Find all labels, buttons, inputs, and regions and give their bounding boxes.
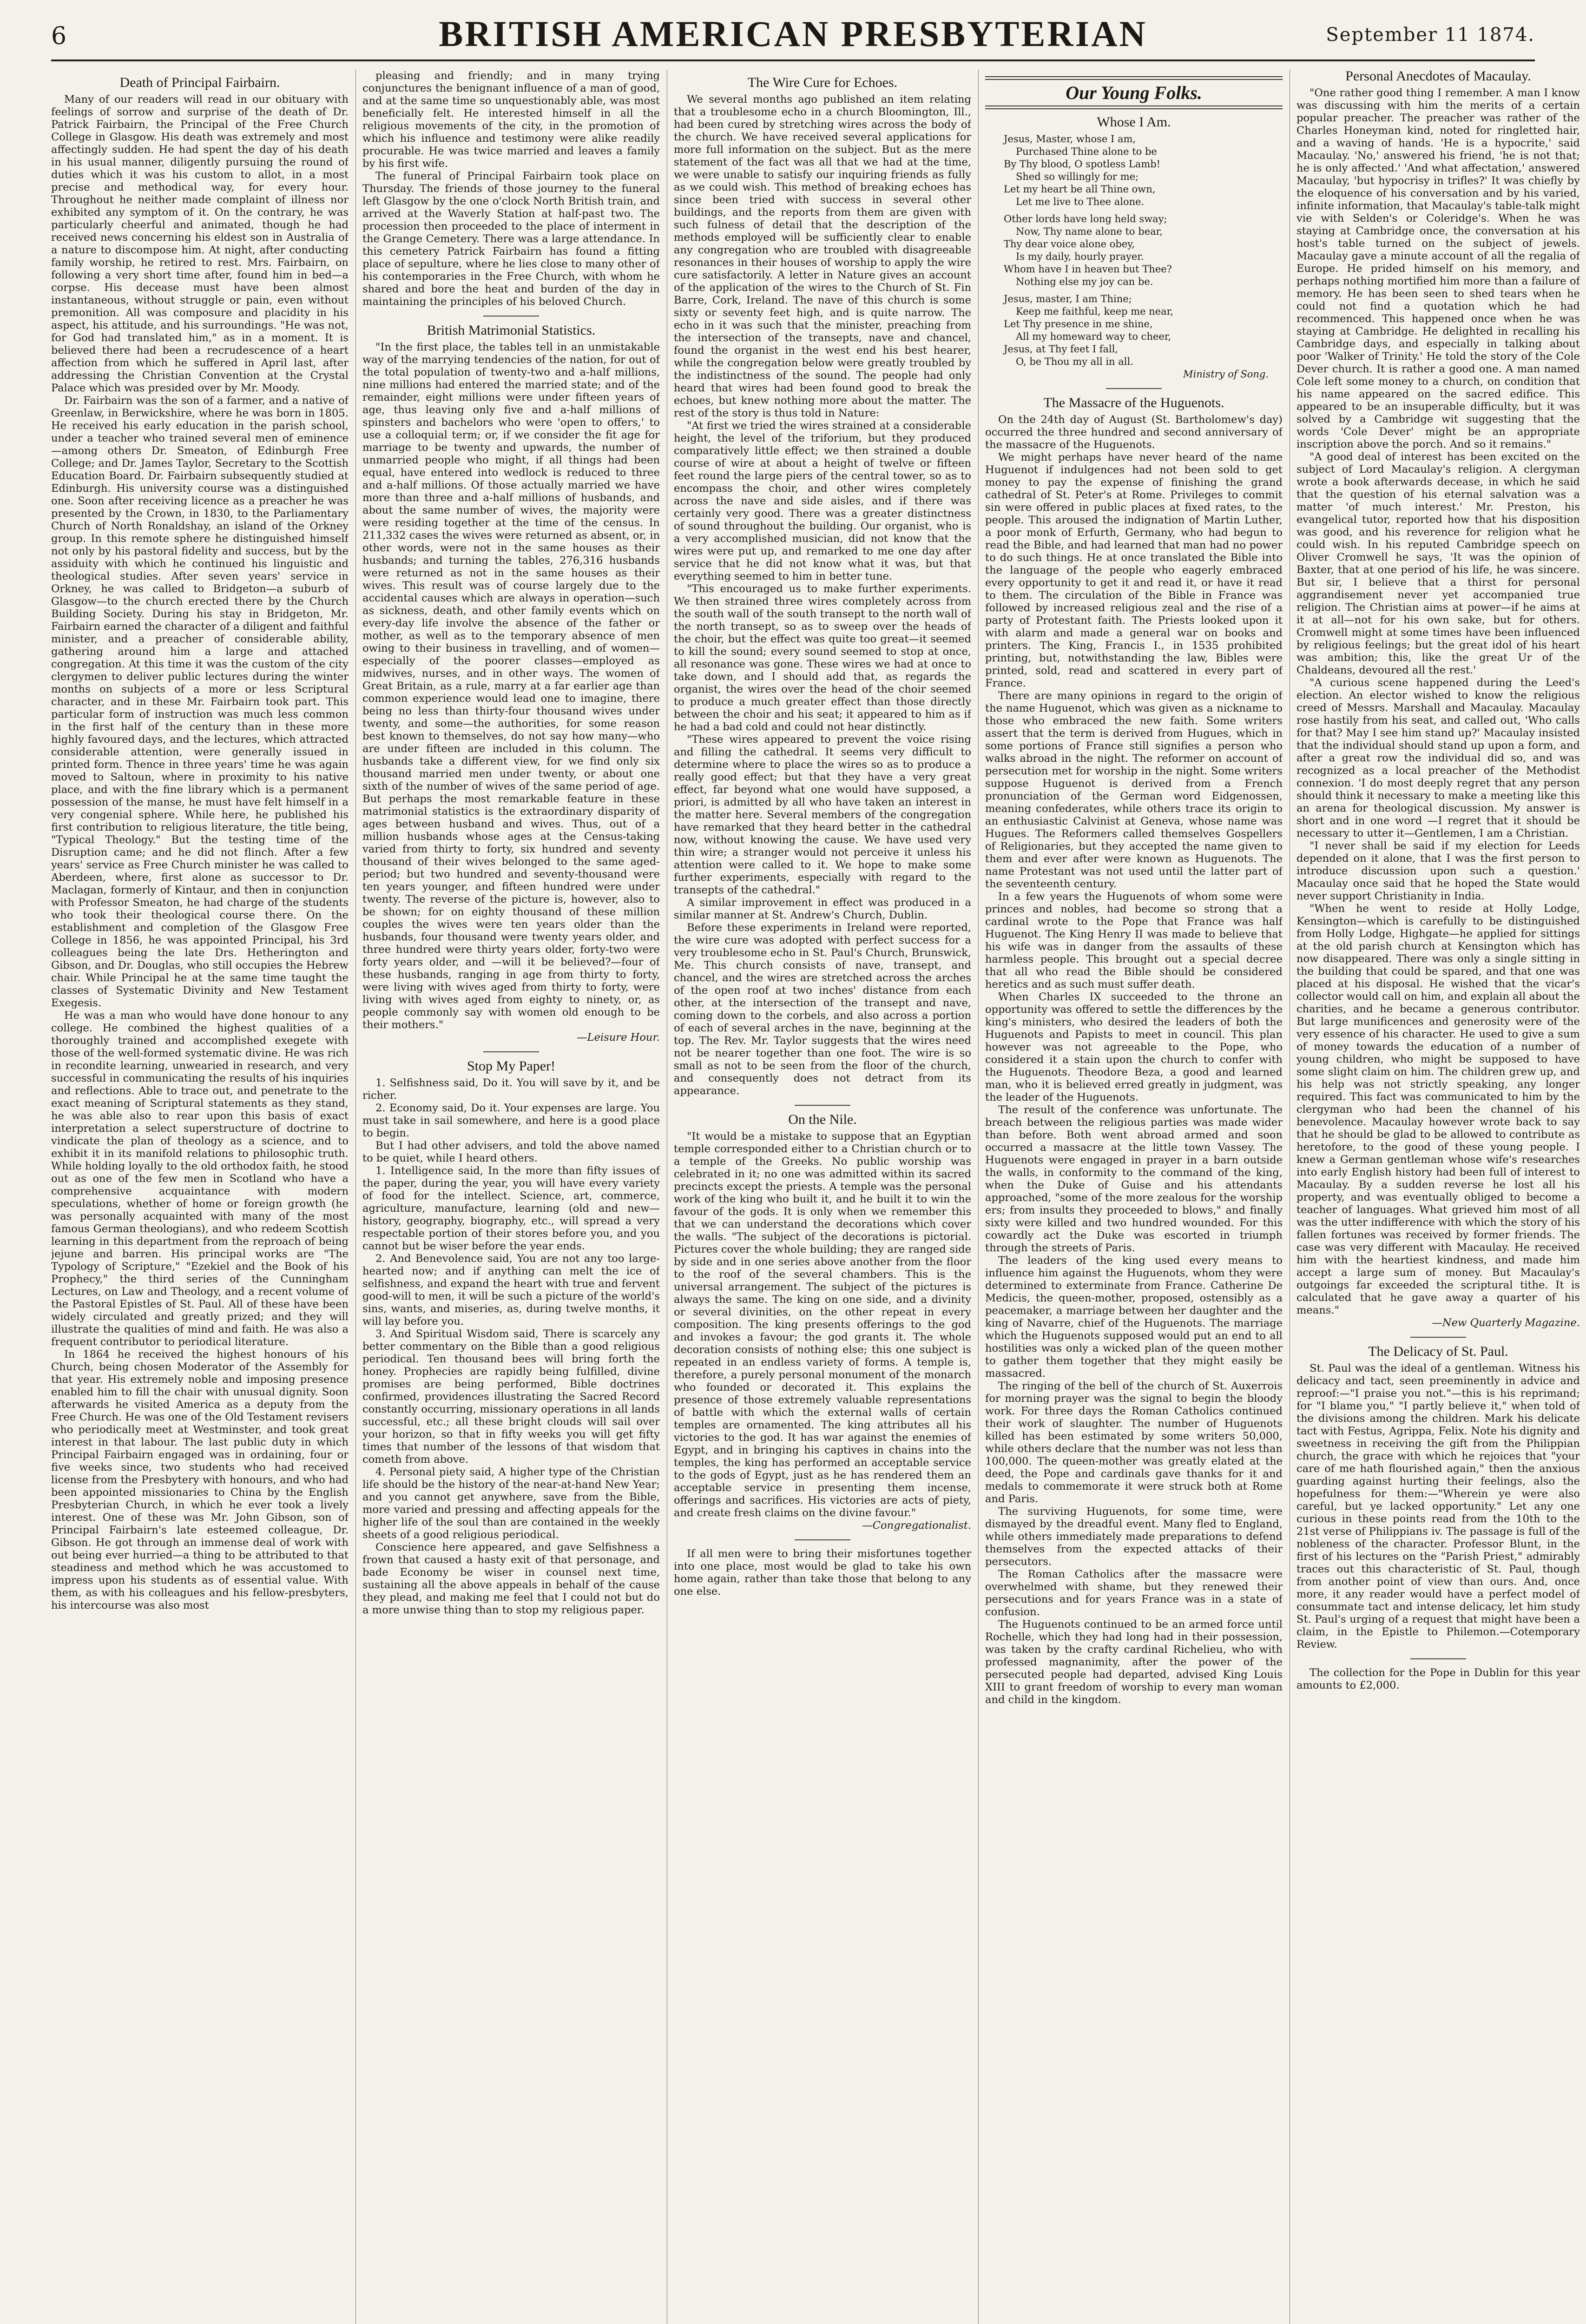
paragraph: "A curious scene happened during the Leed's election. An elector wished to know the religious creed of Messrs. Marshall and Macaulay. Macaulay rose hastily from his seat, and called out, 'Who calls for that? May I see him stand up?' Macaulay insisted that the individual should stand up upon a form, and after a great row the individual did so, and was recognized as a local preacher of the Methodist connexion. 'I do most deeply regret that any person should think it necessary to make a meeting like this an arena for theological discussion. My answer is short and in one word —I regret that it should be necessary to utter it—Gentlemen, I am a Christian. [1296,677,1580,839]
paragraph: The leaders of the king used every means to influence him against the Huguenots, whom they were determined to exterminate from France. Catherine De Medicis, the queen-mother, proposed, ostensibly as a peacemaker, a marriage between her daughter and the king of Navarre, chief of the Huguenots. The marriage which the Huguenots supposed would put an end to all hostilities was only a wicked plan of the queen mother to gather them together that they might easily be massacred. [985,1254,1283,1380]
article-heading: The Massacre of the Huguenots. [1043,395,1224,410]
newspaper-title: BRITISH AMERICAN PRESBYTERIAN [439,13,1147,54]
paragraph: St. Paul was the ideal of a gentleman. Witness his delicacy and tact, seen preeminently in advice and reproof:—"I praise you not."—this is his reprimand; for "I blame you," "I partly believe it," when told of the divisions among the children. Mark his delicate tact with Festus, Agrippa, Felix. Note his dignity and sweetness in receiving the gift from the Philippian church, the grace with which he rejoices that "your care of me hath flourished again," then the anxious guarding against hurting their feelings, also the hopefulness for them:—"Wherein ye were also careful, but ye lacked opportunity." Let any one curious in these points read from the 10th to the 21st verse of Philippians iv. The passage is full of the nobleness of the character. Professor Blunt, in the first of his lectures on the "Parish Priest," admirably traces out this characteristic of St. Paul, though from another point of view than ours. And, once more, it any reader would have a perfect model of consummate tact and intense delicacy, let him study St. Paul's urging of a request that might have been a claim, in the Epistle to Philemon.—Cotemporary Review. [1296,1362,1580,1651]
column-2 [362,70,660,2324]
column-5 [1296,70,1580,2324]
section-divider [1410,1658,1466,1659]
section-divider [1106,388,1162,389]
poem-line: Thy dear voice alone obey, [1004,238,1135,250]
poem-line: Keep me faithful, keep me near, [1016,306,1174,317]
paragraph: In 1864 he received the highest honours of his Church, being chosen Moderator of the Assembly for that year. His extremely noble and imposing presence enabled him to fill the chair with unusual dignity. Soon afterwards he visited America as a deputy from the Free Church. He was one of the Old Testament revisers who periodically meet at Westminster, and took great interest in that labour. The last public duty in which Principal Fairbairn engaged was in ordaining, four or five weeks since, two students who had received license from the Presbytery with honours, and who had been appointed missionaries to China by the English Presbyterian Church, in which he ever took a lively interest. One of these was Mr. John Gibson, son of Principal Fairbairn's late esteemed colleague, Dr. Gibson. He got through an immense deal of work with out being ever hurried—a thing to be attributed to that steadiness and method which he was accustomed to impress upon his students as of essential value. With them, as with his colleagues and his fellow-presbyters, his intercourse was also most [51,1348,349,1611]
paragraph: We several months ago published an item relating that a troublesome echo in a church Bloomington, Ill., had been cured by stretching wires across the body of the church. We have received several applications for more full information on the subject. But as the mere statement of the fact was all that we had at the time, we were unable to satisfy our inquiring friends as fully as we could wish. This method of breaking echoes has since been tried with success in several other buildings, and the reports from them are given with such fulness of detail that the description of the methods employed will be sufficiently clear to enable any congregation who are troubled with disagreeable resonances in their houses of worship to apply the wire cure satisfactorily. A letter in Nature gives an account of the application of the wires to the Church of St. Fin Barre, Cork, Ireland. The nave of this church is some sixty or seventy feet high, and is quite narrow. The echo in it was such that the minister, preaching from the intersection of the transepts, nave and chancel, found the organist in the west end his best hearer, while the congregation below were greatly troubled by the indistinctness of the sound. The people had only heard that wires had been found good to break the echoes, but knew nothing more about the matter. The rest of the story is thus told in Nature: [674,93,971,419]
column-divider [355,70,356,2324]
paragraph: Dr. Fairbairn was the son of a farmer, and a native of Greenlaw, in Berwickshire, where he was born in 1805. He received his early education in the parish school, under a teacher who trained several men of eminence—among others Dr. Smeaton, of Edinburgh Free College; and Dr. James Taylor, Secretary to the Scottish Education Board. Dr. Fairbairn subsequently studied at Edinburgh. His university course was a distinguished one. Soon after receiving licence as a preacher he was presented by the Crown, in 1830, to the Parliamentary Church of North Ronaldshay, an island of the Orkney group. In this remote sphere he distinguished himself not only by his pastoral fidelity and success, but by the assiduity with which he continued his linguistic and theological studies. After seven years' service in Orkney, he was called to Bridgeton—a suburb of Glasgow—to the church erected there by the Church Building Society. During his stay in Bridgeton, Mr. Fairbairn earned the character of a diligent and faithful minister, and a preacher of considerable ability, gathering around him a large and attached congregation. At this time it was the custom of the city clergymen to deliver public lectures during the winter months on subjects of a more or less Scriptural character, and in these Mr. Fairbairn took part. This particular form of instruction was much less common in the first half of the century than in these more highly favoured days, and the lectures, which attracted considerable attention, were generally issued in printed form. Thence in three years' time he was again moved to Saltoun, where in proximity to his native place, and with the fine library which is a permanent possession of the manse, he must have felt himself in a very congenial sphere. While here, he published his first contribution to religious literature, the title being, "Typical Theology." But the testing time of the Disruption came; and he did not flinch. After a few years' service as Free Church minister he was called to Aberdeen, where, first alone as successor to Dr. Maclagan, formerly of Kintaur, and then in conjunction with Professor Smeaton, he had charge of the students who took their theological course there. On the establishment and completion of the Glasgow Free College in 1856, he was appointed Principal, his 3rd colleagues being the late Drs. Hetherington and Gibson, and Dr. Douglas, who still occupies the Hebrew chair. While Principal he at the same time taught the classes of Systematic Divinity and New Testament Exegesis. [51,395,349,1009]
poem-line: Is my daily, hourly prayer. [1016,251,1144,262]
paragraph: If all men were to bring their misfortunes together into one place, most would be glad to take his own home again, rather than take those that belong to any one else. [674,1548,971,1598]
paragraph: On the 24th day of August (St. Bartholomew's day) occurred the three hundred and second anniversary of the massacre of the Huguenots. [985,414,1283,451]
list-item: 2. Economy said, Do it. Your expenses are large. You must take in sail somewhere, and here is a good place to begin. [362,1102,660,1139]
paragraph: "It would be a mistake to suppose that an Egyptian temple corresponded either to a Christian church or to a temple of the Greeks. No public worship was celebrated in it; no one was admitted within its sacred precincts except the priests. A temple was the personal work of the king who built it, and he built it to win the favour of the gods. It is only when we remember this that we can understand the decorations which cover the walls. "The subject of the decorations is pictorial. Pictures cover the whole building; they are ranged side by side and in one series above another from the floor to the roof of the several chambers. This is the universal arrangement. The subject of the pictures is always the same. The king on one side, and a divinity or several divinities, on the other repeat in every composition. The king presents offerings to the god and invokes a favour; the god grants it. The whole decoration consists of nothing else; this one subject is repeated in an endless variety of forms. A temple is, therefore, a purely personal monument of the monarch who founded or decorated it. This explains the presence of those extremely valuable representations of battle with which the external walls of certain temples are ornamented. The king attributes all his victories to the god. It has war against the enemies of Egypt, and in bringing his captives in chains into the temples, the king has performed an acceptable service to the gods of Egypt, just as he has rendered them an acceptable service in presenting them incense, offerings and sacrifices. His victories are acts of piety, and create fresh claims on the divine favour." [674,1130,971,1519]
paragraph: The collection for the Pope in Dublin for this year amounts to £2,000. [1296,1667,1580,1691]
masthead-rule [51,59,1535,61]
poem-line: Purchased Thine alone to be [1016,146,1157,157]
list-item: 2. And Benevolence said, You are not any too large-hearted now; and if anything can melt the ice of selfishness, and expand the heart with true and fervent good-will to men, it will be such a picture of the world's sins, wants, and miseries, as, during twelve months, it will lay before you. [362,1253,660,1327]
paragraph: The ringing of the bell of the church of St. Auxerrois for morning prayer was the signal to begin the bloody work. For three days the Roman Catholics continued their work of slaughter. The number of Huguenots killed has been estimated by some writers 50,000, while others declare that the number was not less than 100,000. The queen-mother was greatly elated at the deed, the Pope and cardinals gave thanks for it and medals to commemorate it were struck both at Rome and Paris. [985,1380,1283,1505]
section-rule [985,106,1283,109]
paragraph: "I never shall be said if my election for Leeds depended on it alone, that I was the first person to introduce discussion upon such a question.' Macaulay once said that he hoped the State would never support Christianity in India. [1296,840,1580,902]
paragraph: "These wires appeared to prevent the voice rising and filling the cathedral. It seems very difficult to determine where to place the wires so as to produce a really good effect; but that they have a very great effect, far beyond what one would have supposed, a priori, is admitted by all who have taken an interest in the matter here. Several members of the congregation have remarked that they heard better in the cathedral now, without knowing the cause. We have used very thin wire; a stranger would not perceive it unless his attention were called to it. We hope to make some further experiments, especially with regard to the transepts of the cathedral." [674,733,971,896]
column-1 [51,70,349,2324]
section-divider [483,1051,539,1052]
paragraph: The Roman Catholics after the massacre were overwhelmed with shame, but they renewed their persecutions and for years France was in a state of confusion. [985,1568,1283,1618]
source-credit: —Leisure Hour. [576,1031,660,1043]
paragraph: "This encouraged us to make further experiments. We then strained three wires completely across from the south wall of the south transept to the north wall of the north transept, so as to sweep over the heads of the choir, but the effect was quite too great—it seemed to kill the sound; every sound seemed to stop at once, all resonance was gone. These wires we had at once to take down, and I should add that, as regards the organist, the wires over the head of the choir seemed to produce a much greater effect than those directly between the choir and his seat; it appeared to him as if he had a bad cold and could not hear distinctly. [674,583,971,733]
poem-line: By Thy blood, O spotless Lamb! [1004,158,1161,170]
paragraph: Before these experiments in Ireland were reported, the wire cure was adopted with perfect success for a very troublesome echo in St. Paul's Church, Brunswick, Me. This church consists of nave, transept, and chancel, and the wires are stretched across the arches of the open roof at two inches' distance from each other, at the intersection of the transept and nave, coming down to the corbels, and also across a portion of each of several arches in the nave, beginning at the top. The Rev. Mr. Taylor suggests that the wires need not be nearer together than one foot. The wire is so small as not to be seen from the floor of the church, and consequently does not detract from its appearance. [674,922,971,1097]
poem-line: Let my heart be all Thine own, [1004,184,1156,195]
poem-line: Jesus, master, I am Thine; [1004,293,1132,304]
paragraph: The Huguenots continued to be an armed force until Rochelle, which they had long had in their possession, was taken by the crafty cardinal Richelieu, who with professed magnanimity, after the power of the persecuted people had departed, advised King Louis XIII to grant freedom of worship to every man woman and child in the kingdom. [985,1618,1283,1706]
list-item: 1. Selfishness said, Do it. You will save by it, and be richer. [362,1077,660,1102]
section-divider [795,1105,850,1106]
article-heading: Death of Principal Fairbairn. [119,75,280,90]
article-heading: British Matrimonial Statistics. [427,323,596,338]
page-number: 6 [51,22,67,50]
paragraph: "One rather good thing I remember. A man I know was discussing with him the merits of a certain popular preacher. The preacher was rather of the Charles Honeyman kind, noted for ringletted hair, and a waving of hands. 'He is a hypocrite,' said Macaulay. 'No,' answered his friend, 'he is not that; he is only affected.' 'And what affectation,' answered Macaulay, 'but hypocrisy in trifles?' It was chiefly by the eloquence of his conversation and by his varied, infinite information, that Macaulay's table-talk might vie with Selden's or Coleridge's. When he was staying at Cambridge once, the conversation at his host's table turned on the subject of jewels. Macaulay gave a minute account of all the regalia of Europe. He prided himself on his memory, and perhaps nothing mortified him more than a failure of memory. He has been seen to shed tears when he could not find a quotation which he had recommenced. This happened once when he was staying at Cambridge. He delighted in recalling his Cambridge days, and especially in talking about poor 'Walker of Trinity.' He told the story of the Cole Dever church. It is rather a good one. A man named Cole left some money to a church, on condition that his name appeared on the sacred edifice. This appeared to be an insuperable difficulty, but it was solved by a Cambridge wit suggesting that the words 'Cole Dever' might be an appropriate inscription above the porch. And so it remains." [1296,87,1580,450]
paragraph: The funeral of Principal Fairbairn took place on Thursday. The friends of those journey to the funeral left Glasgow by the one o'clock North British train, and arrived at the Waverly Station at half-past two. The procession then proceeded to the place of interment in the Grange Cemetery. There was a large attendance. In this cemetery Patrick Fairbairn has found a fitting place of sepulture, where he lies close to many other of his contemporaries in the Free Church, with whom he shared and bore the heat and burden of the day in maintaining the principles of his beloved Church. [362,170,660,308]
list-item: 1. Intelligence said, In the more than fifty issues of the paper, during the year, you will have every variety of food for the intellect. Science, art, commerce, agriculture, manufacture, learning (old and new—history, geography, biography, etc., will spread a very respectable portion of their stores before you, and you cannot but be wiser before the year ends. [362,1165,660,1252]
paragraph: pleasing and friendly; and in many trying conjunctures the benignant influence of a man of good, and at the same time so unquestionably able, was most beneficially felt. He interested himself in all the religious movements of the city, in the promotion of which his influence and testimony were alike readily procurable. He was twice married and leaves a family by his first wife. [362,70,660,170]
paragraph: He was a man who would have done honour to any college. He combined the highest qualities of a thoroughly trained and accomplished exegete with those of the well-formed systematic divine. He was rich in recondite learning, unwearied in research, and very successful in communicating the results of his inquiries and reflections. Able to trace out, and penetrate to the exact meaning of Scriptural statements as they stand, he was able also to rear upon this basis of exact interpretation a select superstructure of doctrine to vindicate the plan of theology as a science, and to exhibit it in its manifold relations to philosophic truth. While holding loyally to the old orthodox faith, he stood out as one of the few men in Scotland who have a comprehensive acquaintance with modern speculations, whether of home or foreign growth (he was personally acquainted with many of the most famous German theologians), and who redeem Scottish learning in this department from the reproach of being jejune and barren. His principal works are "The Typology of Scripture," "Ezekiel and the Book of his Prophecy," the third series of the Cunningham Lectures, on Law and Theology, and a recent volume of the Pastoral Epistles of St. Paul. All of these have been widely circulated and greatly prized; and they will illustrate the qualities of mind and faith. He was also a frequent contributor to periodical literature. [51,1010,349,1348]
list-item: 3. And Spiritual Wisdom said, There is scarcely any better commentary on the Bible than a good religious periodical. Ten thousand bees will bring forth the honey. Prophecies are rapidly being fulfilled, divine promises are being performed, Bible doctrines confirmed, providences illustrating the Sacred Record constantly occurring, missionary operations in all lands successful, etc.; all these bright clouds will sail over your horizon, so that in fifty weeks you will get fifty times that number of the lessons of that wisdom that cometh from above. [362,1328,660,1466]
poem-line: Let me live to Thee alone. [1016,196,1145,207]
column-4 [985,70,1283,2324]
poem-line: Jesus, at Thy feet I fall, [1004,343,1119,355]
paragraph: In a few years the Huguenots of whom some were princes and nobles, had become so strong that a cardinal wrote to the Pope that France was half Huguenot. The King Henry II was made to believe that his wife was in danger from the assaults of these harmless people. This brought out a special decree that all who read the Bible should be considered heretics and as such must suffer death. [985,891,1283,990]
list [362,1077,660,1617]
paragraph: "When he went to reside at Holly Lodge, Kensington—which is carefully to be distinguished from Holly Lodge, Highgate—he applied for sittings at the old parish church at Kensington which has now disappeared. There was only a single sitting in the building that could be spared, and that one was placed at his disposal. He wished that the vicar's collector would call on him, and explain all about the charities, and he became a generous contributor. But large munificences and generosity were of the very essence of his character. He used to give a sum of money towards the education of a number of young children, who might be supposed to have some slight claim on him. The children grew up, and his help was not strictly speaking, any longer required. This fact was communicated to him by the clergyman who had been the channel of his benevolence. Macaulay however wrote back to say that he should be glad to be allowed to contribute as heretofore, to the good of these young people. I knew a German gentleman whose wife's researches into early English history had been full of interest to Macaulay. By a sudden reverse he lost all his property, and was eventually obliged to become a teacher of languages. What grieved him most of all was the utter indifference with which the story of his fallen fortunes was received by former friends. The case was very different with Macaulay. He received him with the heartiest kindness, and made him accept a large sum of money. But Macaulay's outgoings far exceeded the scriptural tithe. It is calculated that he gave away a quarter of his means." [1296,903,1580,1316]
poem-line: Other lords have long held sway; [1004,213,1167,224]
paragraph: When Charles IX succeeded to the throne an opportunity was offered to settle the differences by the king's ministers, who desired the leaders of both the Huguenots and Papists to meet in council. This plan however was not agreeable to the Pope, who considered it a stain upon the church to confer with the Huguenots. Theodore Beza, a good and learned man, who it is believed erred greatly in judgment, was the leader of the Huguenots. [985,991,1283,1103]
paragraph: We might perhaps have never heard of the name Huguenot if indulgences had not been sold to get money to pay the expense of finishing the grand cathedral of St. Peter's at Rome. Privileges to commit sin were offered in public places at fixed rates, to the people. This aroused the indignation of Martin Luther, a poor monk of Erfurth, Germany, who had begun to read the Bible, and had learned that man had no power to do such things. He at once translated the Bible into the language of the people who eagerly embraced every opportunity to get it and read it, or have it read to them. The circulation of the Bible in France was followed by increased religious zeal and the rise of a party of Protestant faith. The Priests looked upon it with alarm and made a general war on books and printers. The King, Francis I., in 1535 prohibited printing, but, notwithstanding the law, Bibles were printed, sold, read and scattered in every part of France. [985,451,1283,689]
paragraph: The surviving Huguenots, for some time, were dismayed by the dreadful event. Many fled to England, while others immediately made preparations to defend themselves from the expected attacks of their persecutors. [985,1505,1283,1568]
paragraph: A similar improvement in effect was produced in a similar manner at St. Andrew's Church, Dublin. [674,897,971,921]
section-divider [1410,1337,1466,1338]
paragraph: The result of the conference was unfortunate. The breach between the religious parties was made wider than before. Both went abroad armed and soon occurred a massacre at the little town Vassey. The Huguenots were engaged in prayer in a barn outside the walls, in conformity to the command of the king, when the Duke of Guise and his attendants approached, "some of the more zealous for the worship ers; from insults they proceeded to blows," and finally sixty were killed and two hundred wounded. For this cowardly act the Duke was escorted in triumph through the streets of Paris. [985,1104,1283,1254]
list-item: But I had other advisers, and told the above named to be quiet, while I heard others. [362,1140,660,1164]
masthead [51,8,1535,59]
section-rule [985,76,1283,80]
poem-line: All my homeward way to cheer, [1016,331,1171,342]
poem-source: Ministry of Song. [1183,369,1269,380]
paragraph: "At first we tried the wires strained at a considerable height, the level of the triforium, but they produced comparatively little effect; we then strained a double course of wire at about a height of twelve or fifteen feet round the large piers of the central tower, so as to encompass the choir, and other wires completely across the nave and side aisles, and if there was certainly very good. There was a greater distinctness of sound throughout the building. Our organist, who is a very accomplished musician, did not know that the wires were put up, and remarked to me one day after service that he did not know what it was, but that everything seemed to him in better tune. [674,420,971,582]
poem-line: O, be Thou my all in all. [1016,356,1133,367]
issue-date: September 11 1874. [1326,24,1535,46]
poem-line: Now, Thy name alone to bear, [1016,226,1163,237]
article-heading: On the Nile. [788,1112,857,1127]
poem [985,133,1283,381]
poem-line: Let Thy presence in me shine, [1004,318,1153,330]
poem-title: Whose I Am. [1097,114,1171,130]
poem-line: Shed so willingly for me; [1016,171,1139,182]
article-heading: The Delicacy of St. Paul. [1368,1344,1508,1359]
article-heading: Stop My Paper! [467,1058,555,1074]
section-divider [795,1539,850,1540]
section-divider [483,316,539,317]
article-heading: The Wire Cure for Echoes. [747,75,898,90]
paragraph: Many of our readers will read in our obituary with feelings of sorrow and surprise of the death of Dr. Patrick Fairbairn, the Principal of the Free Church College in Glasgow. His death was extremely and most affectingly sudden. He had spent the day of his death in his usual manner, diligently pursuing the round of duties which it was his custom to allot, in a most precise and methodical way, for every hour. Throughout he neither made complaint of illness nor exhibited any symptom of it. On the contrary, he was particularly cheerful and animated, though he had received news concerning his eldest son in Australia of a nature to discompose him. At night, after conducting family worship, he retired to rest. Mrs. Fairbairn, on following a very short time after, found him in bed—a corpse. His decease must have been almost instantaneous, without struggle or pain, even without premonition. All was composure and placidity in his aspect, his attitude, and his surroundings. "He was not, for God had translated him," as in a moment. It is believed there had been a recrudescence of a heart affection from which he suffered in April last, after addressing the Christian Convention at the Crystal Palace which was presided over by Mr. Moody. [51,93,349,394]
article-heading: Personal Anecdotes of Macaulay. [1345,70,1531,84]
paragraph: There are many opinions in regard to the origin of the name Huguenot, which was given as a nickname to those who embraced the new faith. Some writers assert that the term is derived from Hugues, which in some portions of France still signifies a person who walks abroad in the night. The reformer on account of persecution met for worship in the night. Some writers suppose Huguenot is derived from a French pronunciation of the German word Eidgenossen, meaning confederates, while others trace its origin to an enthusiastic Calvinist at Geneva, whose name was Hugues. The Reformers called themselves Gospellers of Religionaries, but they accepted the name given to them and ever after were known as Huguenots. The name Protestant was not used until the latter part of the seventeenth century. [985,690,1283,890]
source-credit: —New Quarterly Magazine. [1432,1317,1580,1329]
column-divider [978,70,979,2324]
poem-line: Nothing else my joy can be. [1016,276,1153,287]
paragraph: "A good deal of interest has been excited on the subject of Lord Macaulay's religion. A clergyman wrote a book afterwards decease, in which he said that the question of his eternal salvation was a matter 'of much interest.' Mr. Preston, his evangelical tutor, reported how that his disposition was good, and his reverence for religion what he could wish. In his reputed Cambridge speech on Oliver Cromwell he says, 'It was the opinion of Baxter, that at one period of his life, he was sincere. But sir, I believe that a thirst for personal aggrandisement never yet accompanied true religion. The Christian aims at power—if he aims at it at all—not for his own sake, but for others. Cromwell might at some times have been influenced by religious feelings; but the great idol of his heart was ambition; this, like the great Ur of the Chaldeans, devoured all the rest.' [1296,451,1580,676]
column-3 [674,70,971,2324]
poem-line: Jesus, Master, whose I am, [1004,133,1136,145]
source-credit: —Congregationalist. [862,1519,971,1532]
list-item: 4. Personal piety said, A higher type of the Christian life should be the history of the near-at-hand New Year; and you cannot get anywhere, save from the Bible, more varied and pressing and affecting appeals for the higher life of the soul than are contained in the weekly sheets of a good religious periodical. [362,1466,660,1541]
section-heading: Our Young Folks. [1066,82,1202,103]
list-item: Conscience here appeared, and gave Selfishness a frown that caused a hasty exit of that personage, and bade Economy be wiser in counsel next time, sustaining all the above appeals in behalf of the cause they plead, and making me feel that I could not but do a more unwise thing than to stop my religious paper. [362,1541,660,1616]
poem-line: Whom have I in heaven but Thee? [1004,264,1172,275]
paragraph: "In the first place, the tables tell in an unmistakable way of the marrying tendencies of the nation, for out of the total population of twenty-two and a-half millions, nine millions had entered the married state; and of the remainder, eight millions were under fifteen years of age, thus leaving only five and a-half millions of spinsters and bachelors who were 'open to offers,' to use a colloquial term; or, if we consider the fit age for marriage to be twenty and upwards, the number of unmarried people who might, if all things had been equal, have entered into wedlock is reduced to three and a-half millions. Of those actually married we have more than three and a-half millions of husbands, and about the same number of wives, the majority were were residing together at the time of the census. In 211,332 cases the wives were returned as absent, or, in other words, were not in the same houses as their husbands; and turning the tables, 276,316 husbands were returned as not in the same houses as their wives. This result was of course largely due to the accidental causes which are always in operation—such as sickness, death, and other family events which on every-day life involve the absence of the father or mother, as well as to the temporary absence of men owing to their business in travelling, and of women—especially of the poorer classes—employed as midwives, nurses, and in other ways. The women of Great Britain, as a rule, marry at a far earlier age than common experience would lead one to imagine, there being no less than thirty-four thousand wives under twenty, and some—the authorities, for some reason best known to themselves, do not say how many—who are under fifteen are included in this column. The husbands take a different view, for we find only six thousand married men under twenty, or about one sixth of the number of wives of the same period of age. But perhaps the most remarkable feature in these matrimonial statistics is the extraordinary disparity of ages between husband and wives. Thus, out of a million husbands whose ages at the Census-taking varied from thirty to forty, six hundred and seventy thousand of their wives belonged to the same aged-period; but two hundred and seventy-thousand were ten years younger, and fifteen hundred were under twenty. The reverse of the picture is, however, also to be shown; for on eighty thousand of these million couples the wives were ten years older than the husbands, four thousand were twenty years older, and three hundred were thirty years older, forty-two were forty years older, and —will it be believed?—four of these husbands, ranging in age from thirty to forty, were living with wives aged from thirty to forty, were living with wives aged from eighty to ninety, or, as people commonly say with women old enough to be their mothers." [362,341,660,1031]
